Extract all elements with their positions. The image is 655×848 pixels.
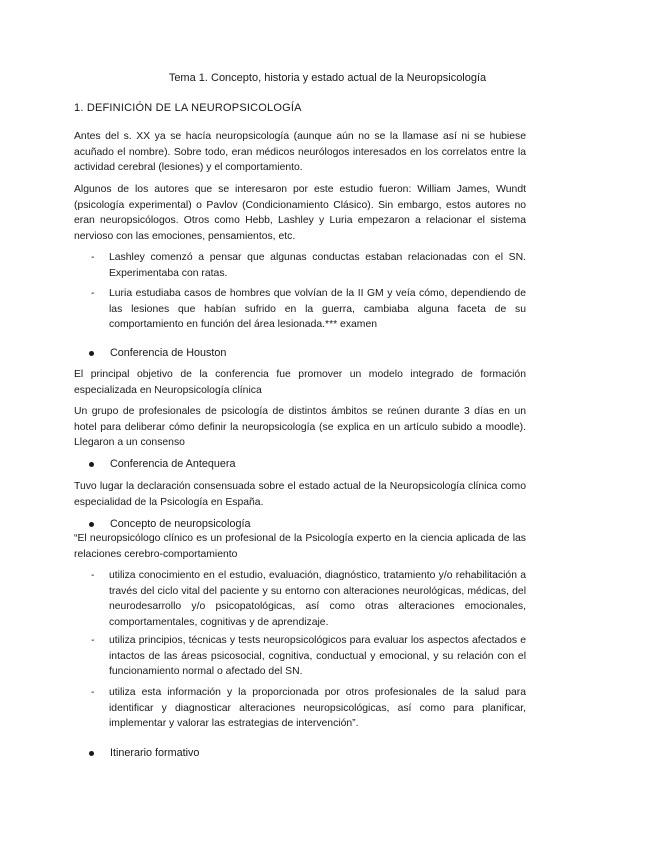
list-item-text: utiliza esta información y la proporcionada por otros profesionales de la salud para identificar y diagnosticar alteraciones neuropsicológicas, así como para planificar, implementar y valorar las estrategias de intervención”. bbox=[109, 687, 526, 730]
dash-marker: - bbox=[91, 252, 95, 263]
bullet-itinerario bbox=[74, 745, 526, 761]
bullet-houston bbox=[74, 345, 526, 361]
list-item-lashley bbox=[74, 250, 526, 281]
bullet-dot bbox=[89, 462, 94, 467]
bullet-concepto bbox=[74, 516, 526, 532]
bullet-dot bbox=[89, 351, 94, 356]
concept-item-3 bbox=[74, 685, 526, 732]
list-item-text: Lashley comenzó a pensar que algunas conductas estaban relacionadas con el SN. Experimentaba con ratas. bbox=[109, 252, 526, 279]
bullet-text: Conferencia de Houston bbox=[110, 347, 227, 359]
paragraph-consensus: Un grupo de profesionales de psicología de distintos ámbitos se reúnen durante 3 días en un hotel para deliberar cómo definir la neuropsicología (se explica en un artículo subido a moodle). Llegaron a un consenso bbox=[74, 406, 526, 449]
dash-marker: - bbox=[91, 570, 95, 581]
paragraph-antequera: Tuvo lugar la declaración consensuada sobre el estado actual de la Neuropsicología clínica como especialidad de la Psicología en España. bbox=[74, 481, 526, 508]
paragraph-intro: Antes del s. XX ya se hacía neuropsicología (aunque aún no se la llamase así ni se hubiese acuñado el nombre). Sobre todo, eran médicos neurólogos interesados en los correlatos entre la actividad cerebral (lesiones) y el comportamiento. bbox=[74, 131, 526, 174]
bullet-antequera bbox=[74, 456, 526, 472]
section-heading: 1. DEFINICIÓN DE LA NEUROPSICOLOGÍA bbox=[74, 102, 302, 114]
list-item-luria bbox=[74, 286, 526, 333]
document-title: Tema 1. Concepto, historia y estado actual de la Neuropsicología bbox=[168, 72, 487, 84]
paragraph-definition: “El neuropsicólogo clínico es un profesional de la Psicología experto en la ciencia aplicada de las relaciones cerebro-comportamiento bbox=[74, 533, 526, 560]
list-item-text: utiliza conocimiento en el estudio, evaluación, diagnóstico, tratamiento y/o rehabilitación a través del ciclo vital del paciente y su entorno con alteraciones neurológicas, médicas, del neurodesarrollo y/o psicopatológicas, así como otras alteraciones emocionales, comportamentales, cognitivas y de aprendizaje. bbox=[109, 570, 526, 628]
bullet-dot bbox=[89, 751, 94, 756]
dash-marker: - bbox=[91, 288, 95, 299]
dash-marker: - bbox=[91, 687, 95, 698]
concept-item-2 bbox=[74, 633, 526, 680]
paragraph-houston: El principal objetivo de la conferencia fue promover un modelo integrado de formación especializada en Neuropsicología clínica bbox=[74, 369, 526, 396]
paragraph-authors: Algunos de los autores que se interesaron por este estudio fueron: William James, Wundt (psicología experimental) o Pavlov (Condicionamiento Clásico). Sin embargo, estos autores no eran neuropsicólogos. Otros como Hebb, Lashley y Luria empezaron a relacionar el sistema nervioso con las emociones, pensamientos, etc. bbox=[74, 184, 526, 242]
bullet-text: Itinerario formativo bbox=[110, 747, 200, 759]
bullet-text: Conferencia de Antequera bbox=[110, 458, 236, 470]
bullet-text: Concepto de neuropsicología bbox=[110, 518, 251, 530]
dash-marker: - bbox=[91, 635, 95, 646]
concept-item-1 bbox=[74, 568, 526, 630]
list-item-text: utiliza principios, técnicas y tests neuropsicológicos para evaluar los aspectos afectados e intactos de las áreas psicosocial, cognitiva, conductual y emocional, y su relación con el funcionamiento normal o afectado del SN. bbox=[109, 635, 526, 678]
bullet-dot bbox=[89, 522, 94, 527]
list-item-text: Luria estudiaba casos de hombres que volvían de la II GM y veía cómo, dependiendo de las lesiones que habían sufrido en la guerra, cambiaba alguna faceta de su comportamiento en función del área lesionada.*** examen bbox=[109, 288, 526, 331]
